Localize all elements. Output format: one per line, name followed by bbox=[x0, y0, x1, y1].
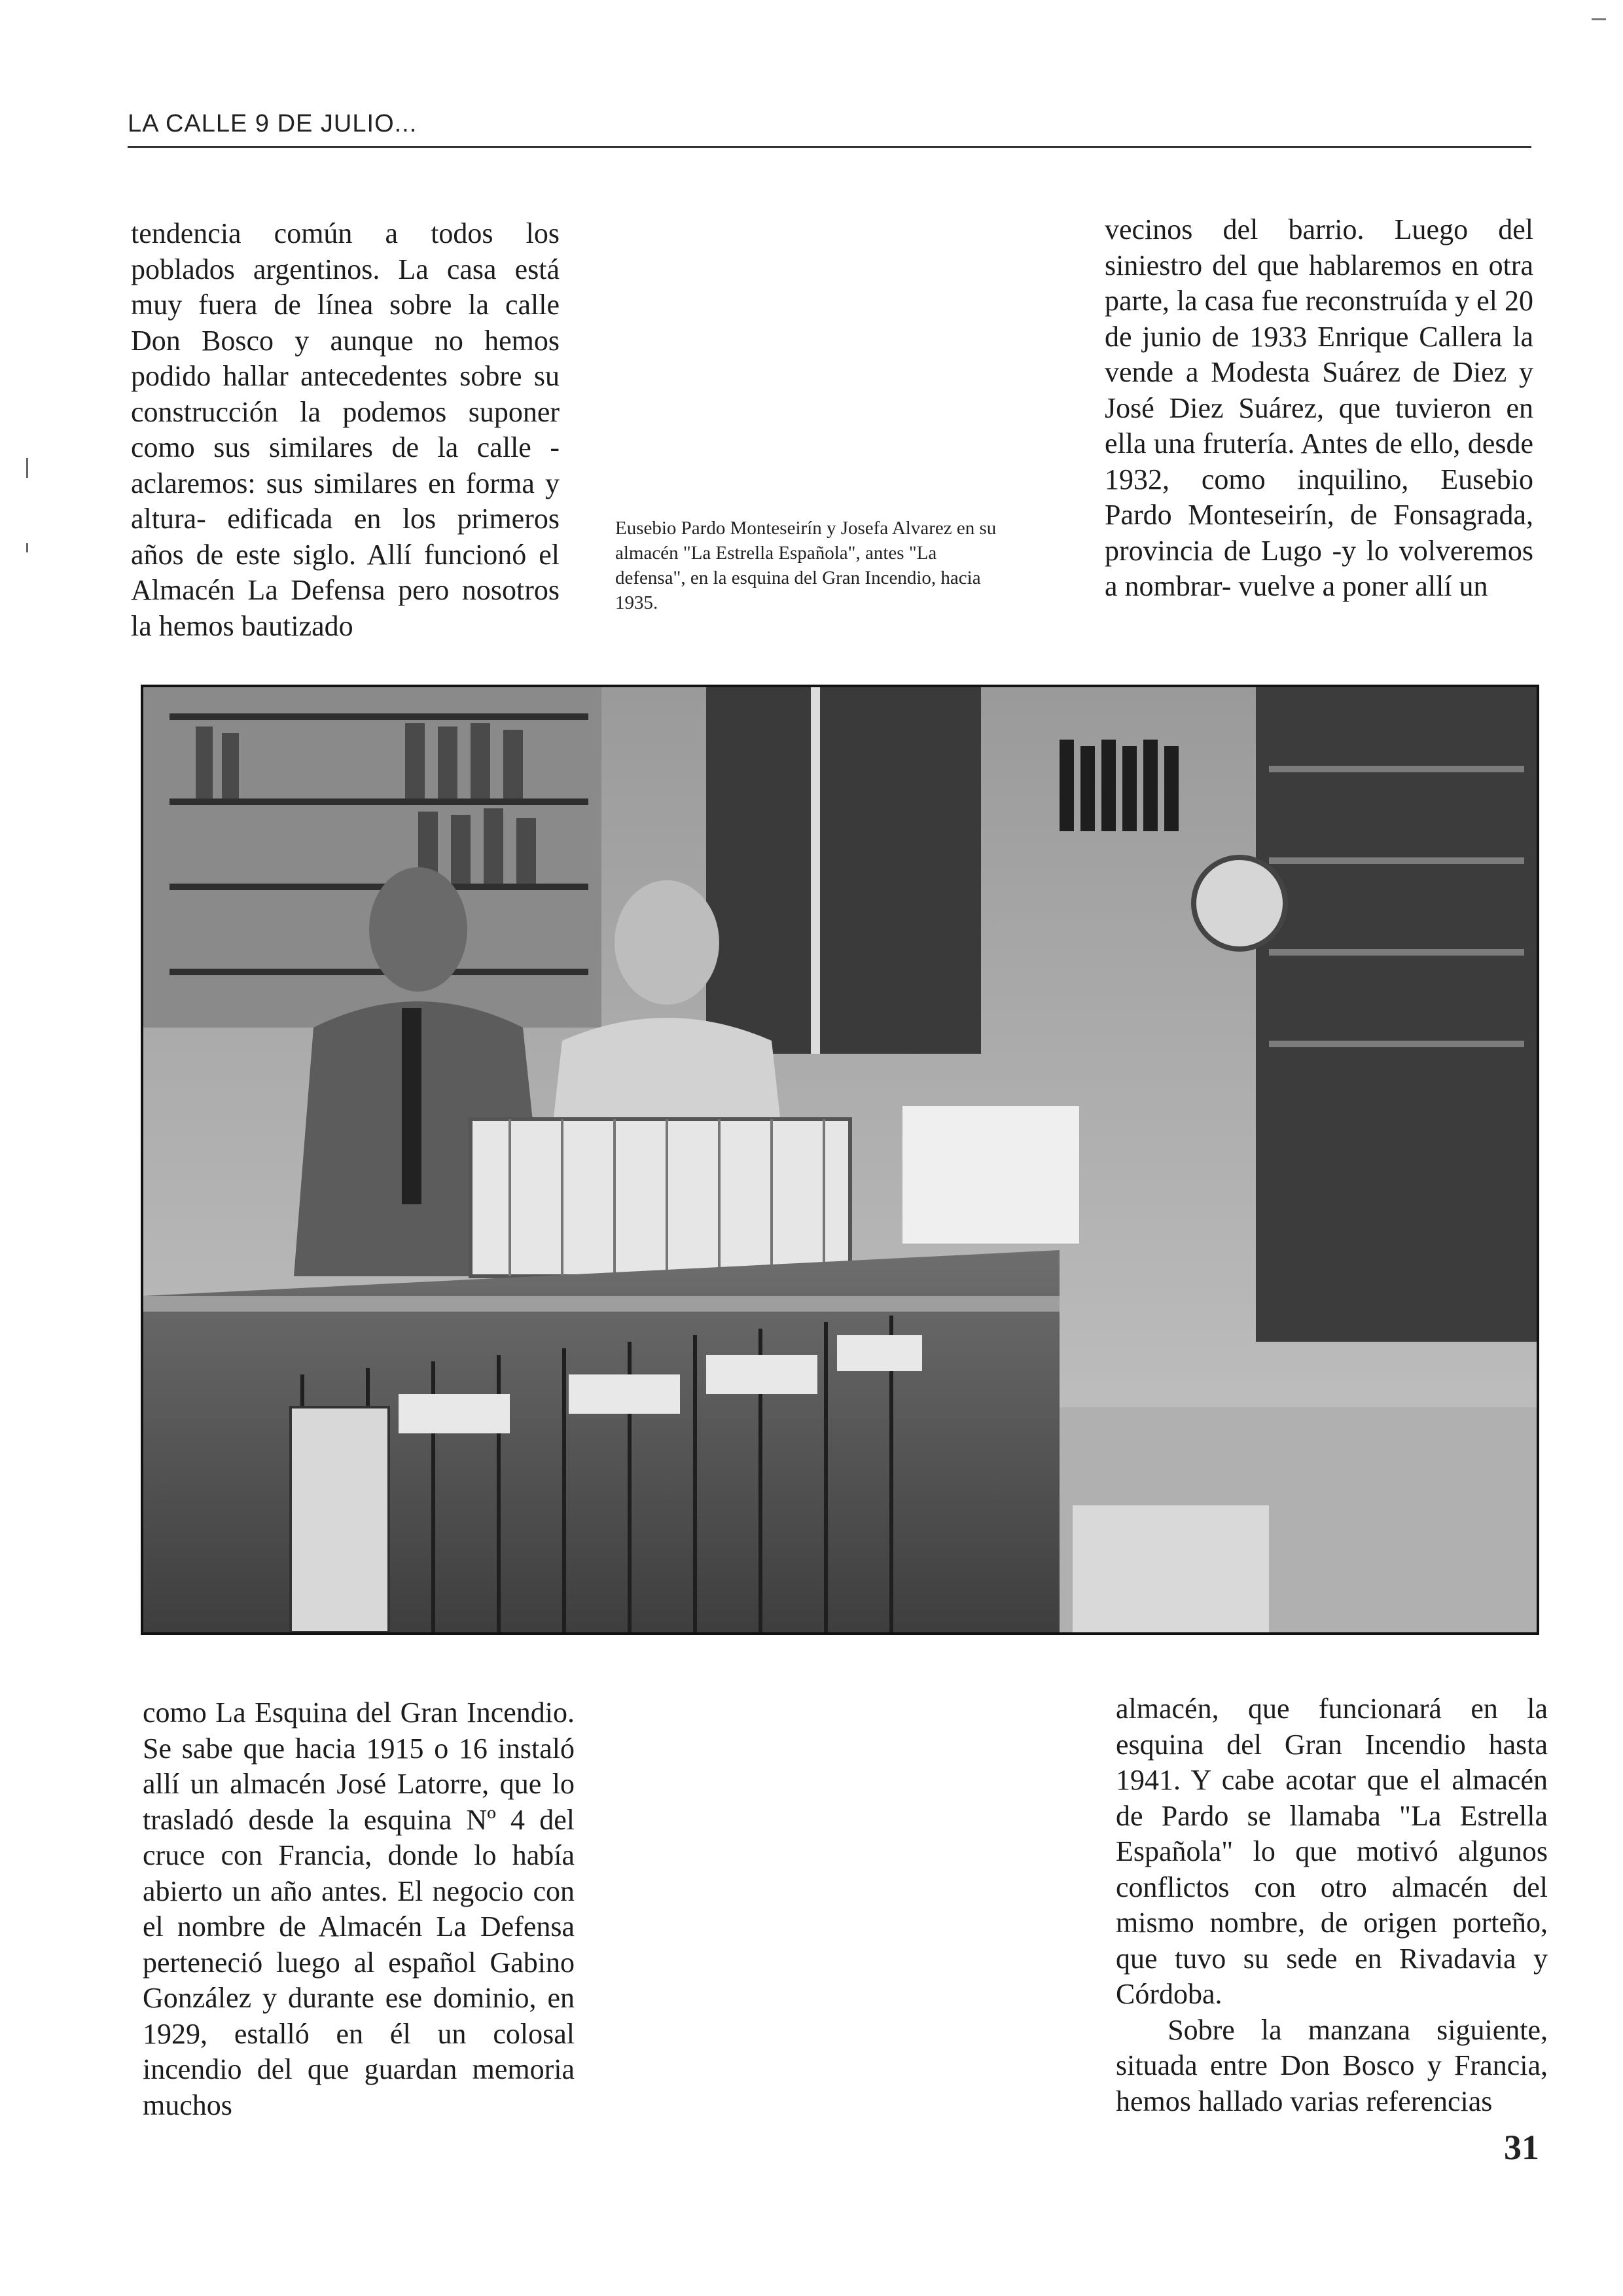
paragraph: vecinos del barrio. Luego del siniestro del que hablaremos en otra parte, la casa fue reconstruída y el 20 de junio de 1933 Enrique Callera la vende a Modesta Suárez de Diez y José Diez Suárez, que tuvieron en ella una frutería. Antes de ello, desde 1932, como inquilino, Eusebio Pardo Monteseirín, de Fonsagrada, provincia de Lugo -y lo volveremos a nombrar- vuelve a poner allí un bbox=[1105, 213, 1533, 602]
header-rule bbox=[128, 146, 1531, 148]
running-title: LA CALLE 9 DE JULIO... bbox=[128, 110, 418, 137]
paragraph: almacén, que funcionará en la esquina del Gran Incendio hasta 1941. Y cabe acotar que el almacén de Pardo se llamaba "La Estrella Española" lo que motivó algunos conflictos con otro almacén del mismo nombre, de origen porteño, que tuvo su sede en Rivadavia y Córdoba. bbox=[1116, 1693, 1548, 2010]
top-left-column bbox=[131, 216, 560, 644]
photo-caption: Eusebio Pardo Monteseirín y Josefa Alvarez en su almacén "La Estrella Española", antes "La defensa", en la esquina del Gran Incendio, hacia 1935. bbox=[615, 518, 997, 613]
store-interior-image bbox=[143, 687, 1537, 1632]
store-photograph bbox=[141, 685, 1539, 1635]
paragraph: Sobre la manzana siguiente, situada entre Don Bosco y Francia, hemos hallado varias referencias bbox=[1116, 2013, 1548, 2117]
scan-margin-mark bbox=[26, 458, 28, 478]
scan-corner-mark bbox=[1592, 18, 1606, 20]
paragraph: como La Esquina del Gran Incendio. Se sabe que hacia 1915 o 16 instaló allí un almacén José Latorre, que lo trasladó desde la esquina Nº 4 del cruce con Francia, donde lo había abierto un año antes. El negocio con el nombre de Almacén La Defensa perteneció luego al español Gabino González y durante ese dominio, en 1929, estalló en él un colosal incendio del que guardan memoria muchos bbox=[143, 1696, 575, 2121]
paragraph: tendencia común a todos los poblados argentinos. La casa está muy fuera de línea sobre la calle Don Bosco y aunque no hemos podido hallar antecedentes sobre su construcción la podemos suponer como sus similares de la calle -aclaremos: sus similares en forma y altura- edificada en los primeros años de este siglo. Allí funcionó el Almacén La Defensa pero nosotros la hemos bautizado bbox=[131, 217, 560, 642]
top-right-column bbox=[1105, 212, 1533, 605]
bottom-left-column bbox=[143, 1695, 575, 2123]
bottom-right-column bbox=[1116, 1691, 1548, 2119]
page-number: 31 bbox=[1504, 2128, 1539, 2167]
scan-margin-mark bbox=[26, 543, 28, 552]
